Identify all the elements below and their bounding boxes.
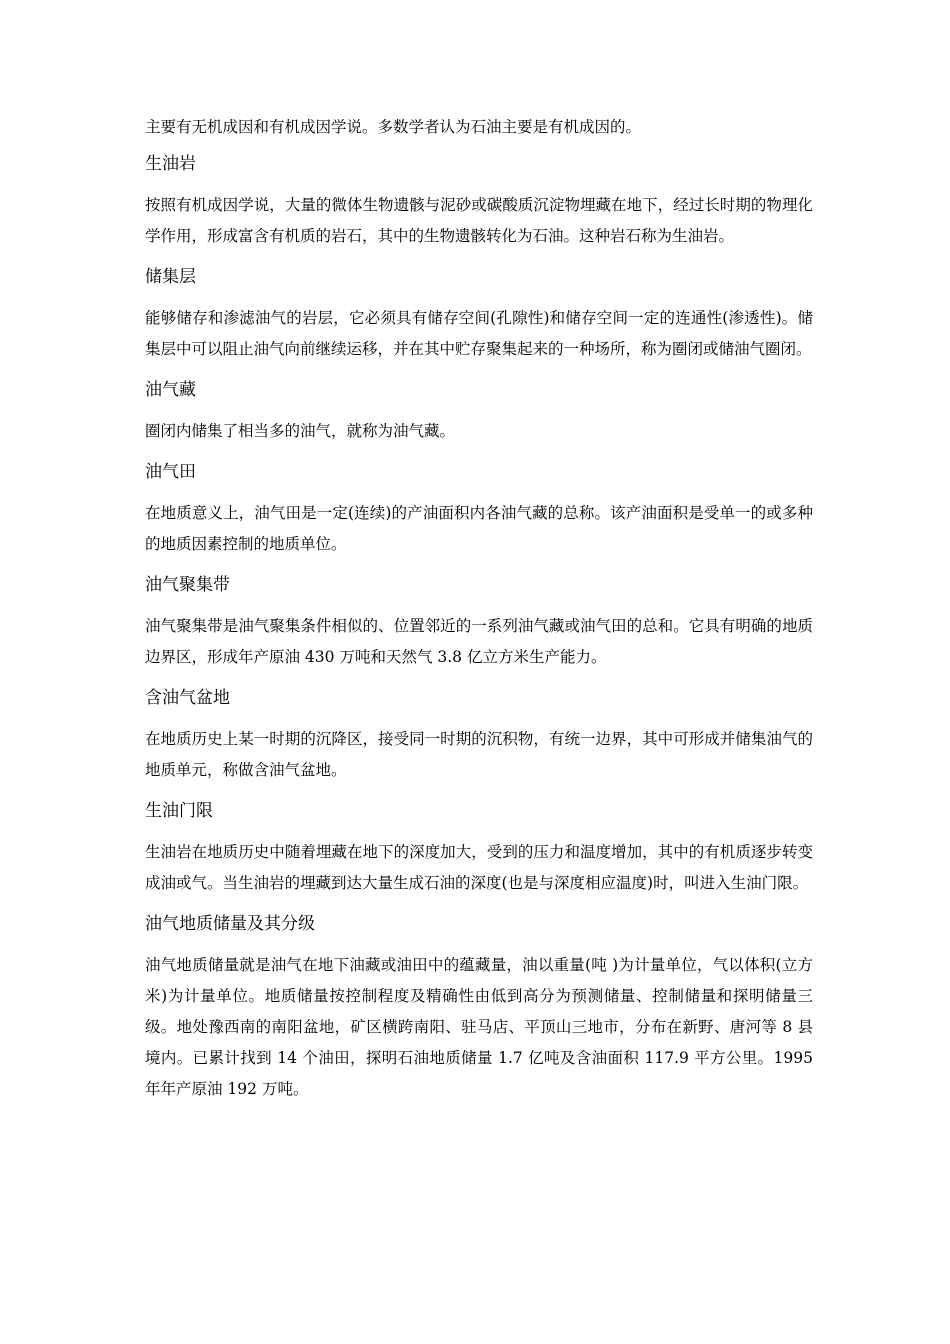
section-heading: 油气田	[145, 462, 196, 482]
section-heading: 生油门限	[145, 801, 213, 821]
section-accumulation-zone	[145, 572, 813, 673]
section-oil-window	[145, 798, 813, 899]
section-paragraph: 按照有机成因学说，大量的微体生物遗骸与泥砂或碳酸质沉淀物埋藏在地下，经过长时期的物理化学作用，形成富含有机质的岩石，其中的生物遗骸转化为石油。这种岩石称为生油岩。	[145, 196, 813, 245]
section-source-rock	[145, 151, 813, 252]
section-paragraph: 在地质意义上，油气田是一定(连续)的产油面积内各油气藏的总称。该产油面积是受单一的或多种的地质因素控制的地质单位。	[145, 504, 813, 553]
section-geological-reserves	[145, 911, 813, 1105]
section-paragraph: 圈闭内储集了相当多的油气，就称为油气藏。	[145, 422, 456, 440]
section-paragraph: 能够储存和渗滤油气的岩层，它必须具有储存空间(孔隙性)和储存空间一定的连通性(渗透性)。储集层中可以阻止油气向前继续运移，并在其中贮存聚集起来的一种场所，称为圈闭或储油气圈闭。	[145, 309, 813, 358]
section-heading: 油气藏	[145, 380, 196, 400]
section-heading: 油气聚集带	[145, 575, 230, 595]
section-reservoir	[145, 264, 813, 365]
section-paragraph: 油气聚集带是油气聚集条件相似的、位置邻近的一系列油气藏或油气田的总和。它具有明确的地质边界区，形成年产原油 430 万吨和天然气 3.8 亿立方米生产能力。	[145, 617, 813, 666]
section-petroliferous-basin	[145, 685, 813, 786]
section-heading: 含油气盆地	[145, 688, 230, 708]
section-paragraph: 油气地质储量就是油气在地下油藏或油田中的蕴藏量，油以重量(吨 )为计量单位，气以体积(立方米)为计量单位。地质储量按控制程度及精确性由低到高分为预测储量、控制储量和探明储量三级。地处豫西南的南阳盆地，矿区横跨南阳、驻马店、平顶山三地市，分布在新野、唐河等 8 县境内。已累计找到 14 个油田，探明石油地质储量 1.7 亿吨及含油面积 117.9 平方公里。1995 年年产原油 192 万吨。	[145, 956, 813, 1098]
intro-paragraph: 主要有无机成因和有机成因学说。多数学者认为石油主要是有机成因的。	[145, 118, 642, 136]
section-heading: 生油岩	[145, 154, 196, 174]
section-paragraph: 生油岩在地质历史中随着埋藏在地下的深度加大，受到的压力和温度增加，其中的有机质逐步转变成油或气。当生油岩的埋藏到达大量生成石油的深度(也是与深度相应温度)时，叫进入生油门限。	[145, 843, 813, 892]
section-oil-gas-pool	[145, 377, 813, 447]
section-paragraph: 在地质历史上某一时期的沉降区，接受同一时期的沉积物，有统一边界，其中可形成并储集油气的地质单元，称做含油气盆地。	[145, 730, 813, 779]
section-oil-gas-field	[145, 459, 813, 560]
section-heading: 储集层	[145, 267, 196, 287]
section-heading: 油气地质储量及其分级	[145, 914, 315, 934]
document-page	[145, 112, 813, 1117]
